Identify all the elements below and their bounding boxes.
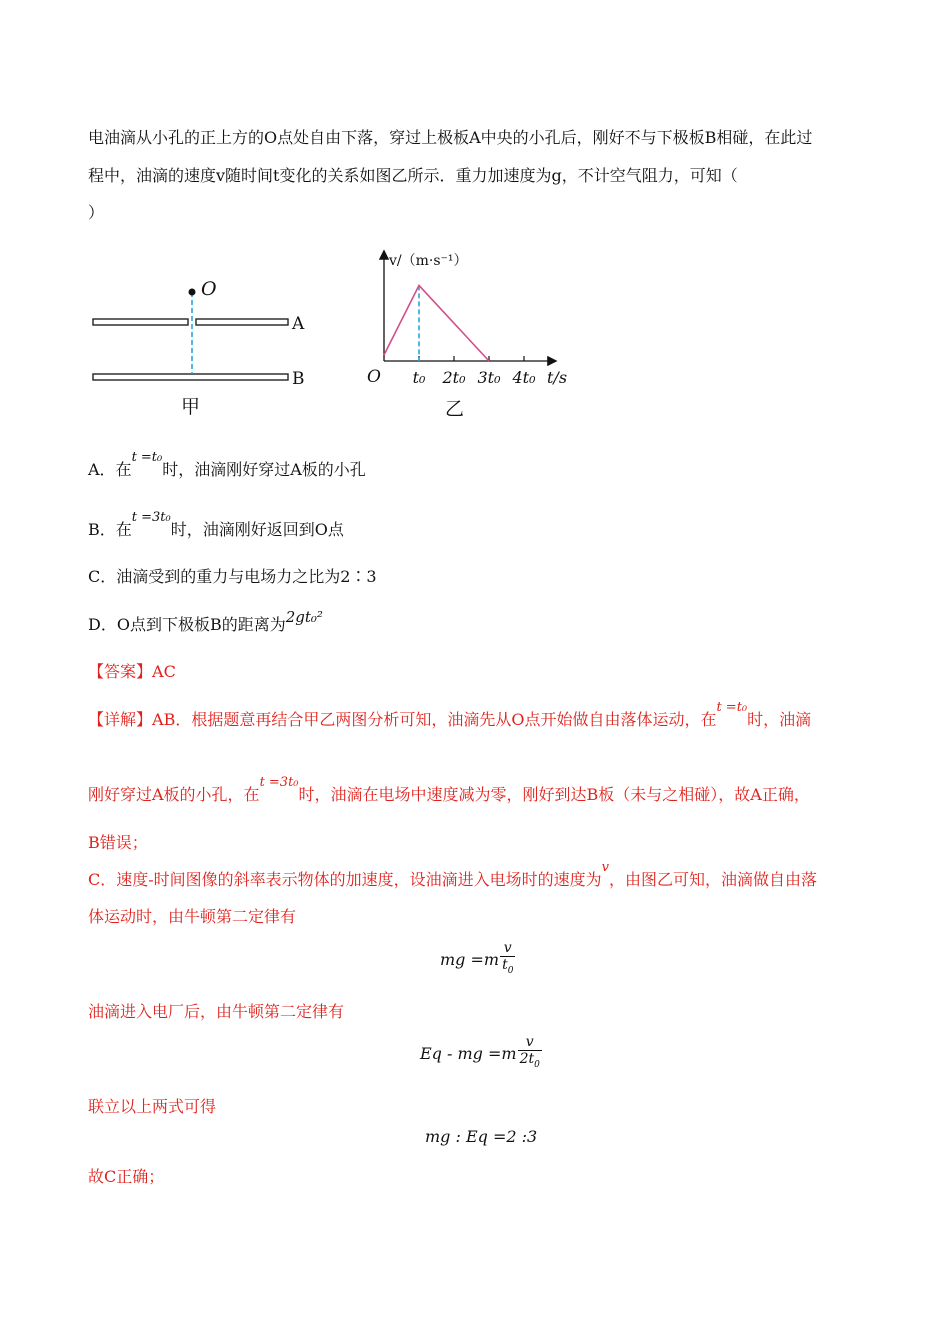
plate-b	[93, 374, 288, 380]
point-o-dot	[189, 289, 196, 296]
option-b-text: 时，油滴刚好返回到O点	[170, 520, 344, 539]
analysis-line-5: 体运动时，由牛顿第二定律有	[88, 907, 297, 926]
analysis-line-3: B错误；	[88, 833, 148, 852]
option-d-expression: 2gt₀²	[285, 608, 323, 626]
x-axis-label: t/s	[547, 368, 568, 387]
analysis-line-4	[88, 860, 818, 892]
analysis-p1-condition: t =t₀	[716, 700, 748, 715]
option-b-condition: t =3t₀	[131, 510, 171, 525]
option-a-prefix: A．在	[88, 460, 132, 479]
equation-2	[420, 1034, 542, 1073]
analysis-p1-a: AB．根据题意再结合甲乙两图分析可知，油滴先从O点开始做自由落体运动，在	[152, 710, 717, 729]
equation-1-fraction	[500, 940, 515, 979]
answer	[88, 662, 176, 682]
figure-jia	[80, 268, 330, 428]
y-axis-label: v/（m·s⁻¹）	[389, 253, 468, 269]
analysis-p2-a: 刚好穿过A板的小孔，在	[88, 785, 260, 804]
question-line-1: 电油滴从小孔的正上方的O点处自由下落，穿过上极板A中央的小孔后，刚好不与下极板B相碰，在此过	[88, 128, 813, 147]
analysis-line-2	[88, 775, 810, 807]
option-a-condition: t =t₀	[131, 450, 163, 465]
origin-label: O	[367, 367, 381, 387]
option-b[interactable]	[88, 510, 344, 542]
option-c[interactable]: C．油滴受到的重力与电场力之比为2∶3	[88, 567, 377, 586]
plate-a-left	[93, 319, 188, 325]
equation-1	[440, 940, 515, 979]
x-tick-label-1: t₀	[412, 368, 426, 387]
option-d-text: D．O点到下极板B的距离为	[88, 615, 286, 634]
figure-jia-caption: 甲	[181, 396, 201, 418]
option-a[interactable]	[88, 450, 366, 482]
option-a-text: 时，油滴刚好穿过A板的小孔	[162, 460, 366, 479]
analysis-p4-b: ，由图乙可知，油滴做自由落	[609, 870, 818, 889]
analysis-line-1	[88, 700, 812, 732]
analysis-p4-a: C．速度-时间图像的斜率表示物体的加速度，设油滴进入电场时的速度为	[88, 870, 602, 889]
equation-3: mg : Eq =2 :3	[425, 1127, 538, 1146]
answer-label: 【答案】	[88, 662, 153, 681]
plate-a-right	[196, 319, 288, 325]
equation-2-left: Eq - mg =m	[420, 1043, 517, 1063]
x-tick-label-2: 2t₀	[442, 368, 466, 387]
question-line-3: ）	[88, 203, 105, 222]
answer-value: AC	[152, 662, 176, 681]
analysis-p2-condition: t =3t₀	[259, 775, 299, 790]
analysis-label: 【详解】	[88, 710, 153, 729]
plate-b-label: B	[292, 369, 305, 389]
equation-2-subscript: 0	[534, 1059, 540, 1070]
figure-yi-caption: 乙	[445, 398, 465, 420]
analysis-line-7: 联立以上两式可得	[88, 1097, 217, 1116]
option-d[interactable]	[88, 608, 323, 635]
equation-1-denominator: t	[502, 957, 508, 973]
analysis-p4-v: v	[601, 860, 610, 875]
analysis-line-8: 故C正确；	[88, 1167, 165, 1186]
x-tick-label-4: 4t₀	[512, 368, 536, 387]
equation-2-fraction	[518, 1034, 542, 1073]
x-tick-label-3: 3t₀	[477, 368, 501, 387]
point-o-label: O	[201, 278, 217, 300]
figure-yi-vt-chart	[355, 240, 585, 425]
plate-a-label: A	[292, 314, 305, 334]
option-b-prefix: B．在	[88, 520, 132, 539]
equation-1-subscript: 0	[507, 965, 514, 976]
equation-2-numerator: v	[525, 1034, 534, 1050]
velocity-series-line	[384, 285, 489, 361]
analysis-line-6: 油滴进入电厂后，由牛顿第二定律有	[88, 1002, 345, 1021]
analysis-p1-b: 时，油滴	[747, 710, 812, 729]
equation-1-left: mg =m	[440, 949, 500, 969]
equation-1-numerator: v	[503, 940, 512, 956]
question-line-2: 程中，油滴的速度v随时间t变化的关系如图乙所示．重力加速度为g，不计空气阻力，可知（	[88, 166, 738, 185]
equation-2-denominator: 2t	[519, 1051, 535, 1067]
analysis-p2-b: 时，油滴在电场中速度减为零，刚好到达B板（未与之相碰），故A正确，	[298, 785, 810, 804]
